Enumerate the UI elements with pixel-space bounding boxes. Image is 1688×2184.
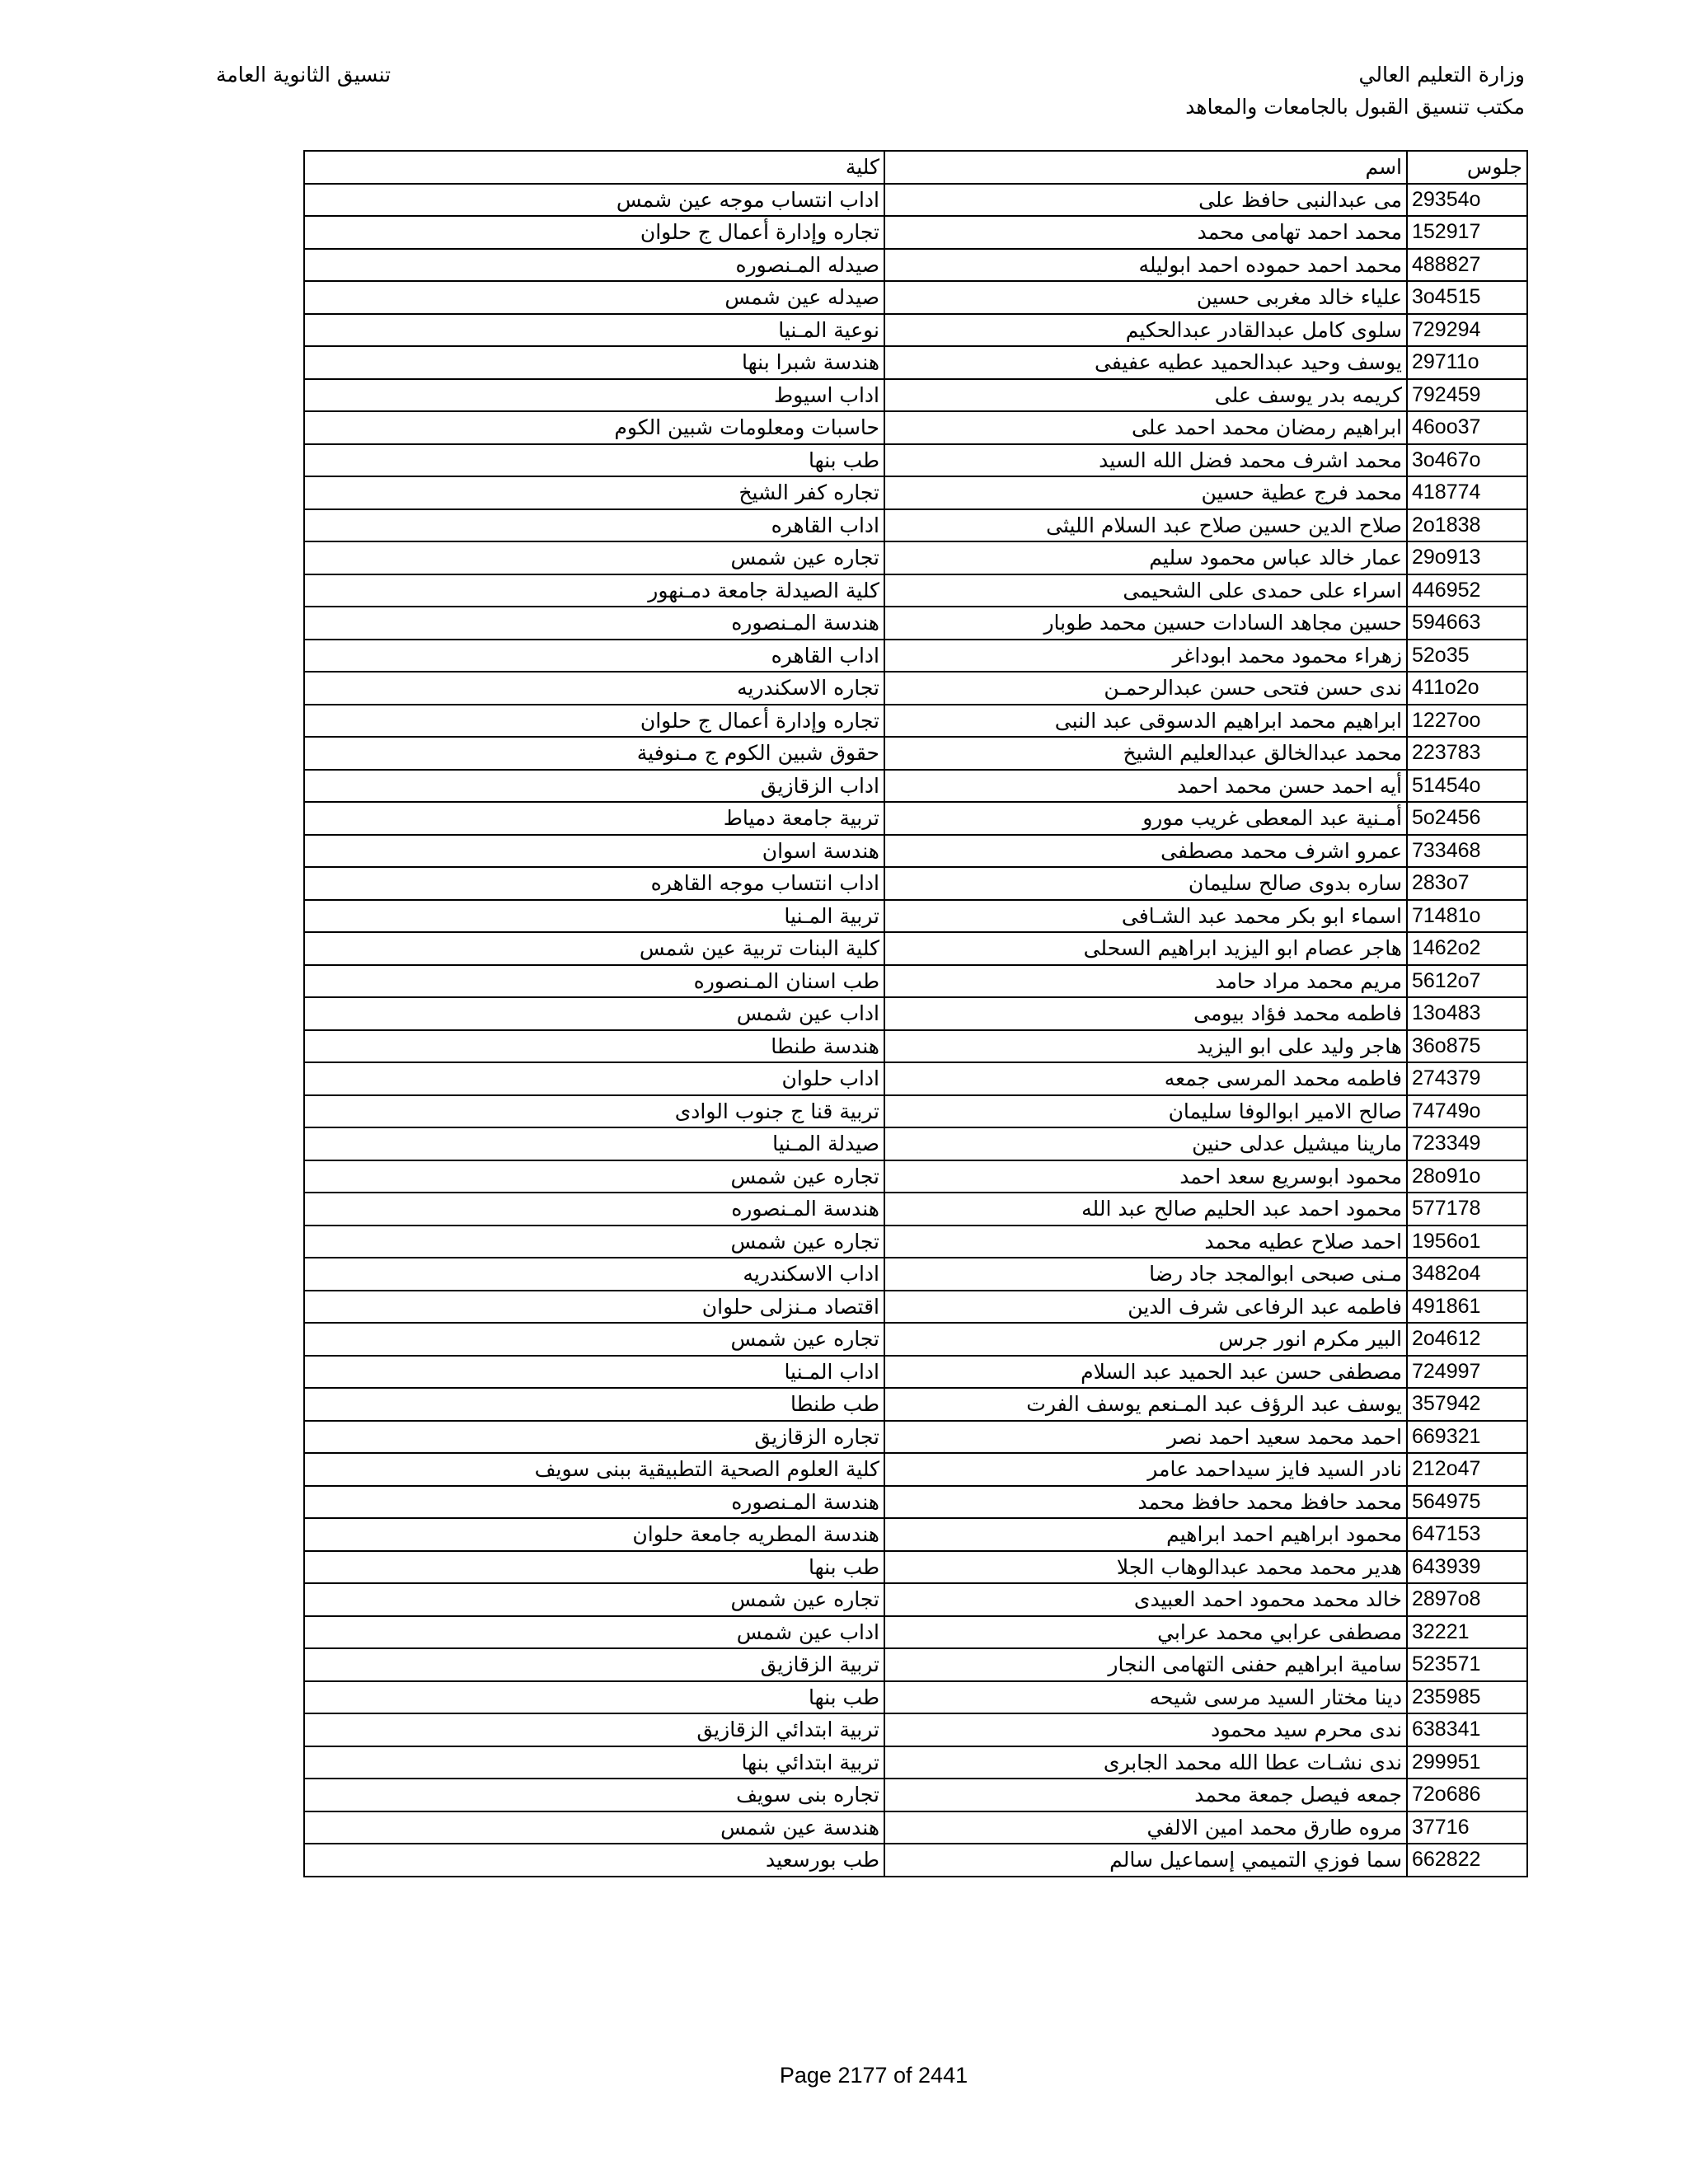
- seat-cell: 2897o8: [1407, 1583, 1527, 1616]
- table-row: [304, 1258, 1527, 1291]
- name-cell: هاجر عصام ابو اليزيد ابراهيم السحلى: [884, 932, 1407, 965]
- seat-cell: 5612o7: [1407, 965, 1527, 998]
- table-row: [304, 1226, 1527, 1258]
- faculty-cell: اداب حلوان: [304, 1062, 884, 1095]
- name-cell: ابراهيم محمد ابراهيم الدسوقى عبد النبى: [884, 705, 1407, 738]
- name-cell: زهراء محمود محمد ابوداغر: [884, 640, 1407, 673]
- name-cell: صلاح الدين حسين صلاح عبد السلام الليثى: [884, 509, 1407, 542]
- name-cell: ساره بدوى صالح سليمان: [884, 867, 1407, 900]
- seat-cell: 37716: [1407, 1811, 1527, 1844]
- seat-cell: 564975: [1407, 1486, 1527, 1519]
- faculty-cell: هندسة المـنصوره: [304, 607, 884, 640]
- table-row: [304, 346, 1527, 379]
- table-row: [304, 932, 1527, 965]
- seat-cell: 223783: [1407, 737, 1527, 770]
- faculty-cell: طب اسنان المـنصوره: [304, 965, 884, 998]
- seat-cell: 733468: [1407, 835, 1527, 868]
- seat-cell: 3482o4: [1407, 1258, 1527, 1291]
- table-row: [304, 216, 1527, 249]
- table-body: [304, 184, 1527, 1877]
- name-cell: علياء خالد مغربى حسين: [884, 281, 1407, 314]
- name-cell: كريمه بدر يوسف على: [884, 379, 1407, 412]
- table-row: [304, 1583, 1527, 1616]
- table-row: [304, 444, 1527, 477]
- seat-cell: 2o4612: [1407, 1323, 1527, 1356]
- faculty-cell: اداب المـنيا: [304, 1356, 884, 1389]
- table-row: [304, 1746, 1527, 1779]
- name-cell: مى عبدالنبى حافظ على: [884, 184, 1407, 217]
- seat-cell: 662822: [1407, 1844, 1527, 1877]
- seat-cell: 29711o: [1407, 346, 1527, 379]
- faculty-cell: تربية المـنيا: [304, 900, 884, 933]
- faculty-cell: هندسة المـنصوره: [304, 1193, 884, 1226]
- seat-cell: 643939: [1407, 1551, 1527, 1584]
- seat-cell: 72o686: [1407, 1779, 1527, 1811]
- table-row: [304, 411, 1527, 444]
- name-cell: نادر السيد فايز سيداحمد عامر: [884, 1453, 1407, 1486]
- name-cell: يوسف وحيد عبدالحميد عطيه عفيفى: [884, 346, 1407, 379]
- seat-cell: 411o2o: [1407, 672, 1527, 705]
- faculty-cell: صيدلة المـنيا: [304, 1127, 884, 1160]
- table-row: [304, 607, 1527, 640]
- table-row: [304, 1127, 1527, 1160]
- name-cell: حسين مجاهد السادات حسين محمد طوبار: [884, 607, 1407, 640]
- table-row: [304, 574, 1527, 607]
- seat-cell: 577178: [1407, 1193, 1527, 1226]
- name-cell: محمد احمد حموده احمد ابوليله: [884, 249, 1407, 282]
- name-cell: مروه طارق محمد امين الالفي: [884, 1811, 1407, 1844]
- table-row: [304, 1681, 1527, 1714]
- seat-cell: 152917: [1407, 216, 1527, 249]
- faculty-cell: طب بنها: [304, 1681, 884, 1714]
- seat-cell: 729294: [1407, 314, 1527, 347]
- name-cell: سلوى كامل عبدالقادر عبدالحكيم: [884, 314, 1407, 347]
- faculty-cell: تربية قنا ج جنوب الوادى: [304, 1095, 884, 1128]
- coordination-title: تنسيق الثانوية العامة: [216, 63, 392, 87]
- name-cell: البير مكرم انور جرس: [884, 1323, 1407, 1356]
- seat-cell: 299951: [1407, 1746, 1527, 1779]
- name-cell: ندى محرم سيد محمود: [884, 1713, 1407, 1746]
- faculty-cell: تجاره كفر الشيخ: [304, 476, 884, 509]
- name-cell: فاطمه عبد الرفاعى شرف الدين: [884, 1291, 1407, 1324]
- table-row: [304, 476, 1527, 509]
- name-cell: محمود ابوسريع سعد احمد: [884, 1160, 1407, 1193]
- faculty-cell: تربية جامعة دمياط: [304, 802, 884, 835]
- name-cell: اسماء ابو بكر محمد عبد الشـافى: [884, 900, 1407, 933]
- faculty-cell: اداب انتساب موجه عين شمس: [304, 184, 884, 217]
- seat-cell: 74749o: [1407, 1095, 1527, 1128]
- seat-cell: 235985: [1407, 1681, 1527, 1714]
- faculty-cell: طب طنطا: [304, 1388, 884, 1421]
- table-row: [304, 541, 1527, 574]
- faculty-cell: تجاره عين شمس: [304, 1226, 884, 1258]
- table-row: [304, 1713, 1527, 1746]
- faculty-cell: تجاره عين شمس: [304, 1323, 884, 1356]
- seat-cell: 669321: [1407, 1421, 1527, 1454]
- seat-cell: 418774: [1407, 476, 1527, 509]
- seat-cell: 1956o1: [1407, 1226, 1527, 1258]
- name-cell: محمد فرج عطية حسين: [884, 476, 1407, 509]
- faculty-cell: تجاره وإدارة أعمال ج حلوان: [304, 705, 884, 738]
- results-table: [303, 150, 1528, 1877]
- table-row: [304, 1291, 1527, 1324]
- faculty-cell: اداب القاهره: [304, 640, 884, 673]
- name-cell: مـنى صبحى ابوالمجد جاد رضا: [884, 1258, 1407, 1291]
- seat-cell: 71481o: [1407, 900, 1527, 933]
- faculty-cell: اقتصاد مـنزلى حلوان: [304, 1291, 884, 1324]
- name-cell: يوسف عبد الرؤف عبد المـنعم يوسف الفرت: [884, 1388, 1407, 1421]
- table-row: [304, 672, 1527, 705]
- table-row: [304, 1518, 1527, 1551]
- faculty-cell: تجاره بنى سويف: [304, 1779, 884, 1811]
- name-cell: دينا مختار السيد مرسى شيحه: [884, 1681, 1407, 1714]
- faculty-cell: هندسة اسوان: [304, 835, 884, 868]
- name-cell: محمد عبدالخالق عبدالعليم الشيخ: [884, 737, 1407, 770]
- faculty-cell: تجاره الاسكندريه: [304, 672, 884, 705]
- seat-cell: 647153: [1407, 1518, 1527, 1551]
- name-cell: محمد حافظ محمد حافظ محمد: [884, 1486, 1407, 1519]
- table-row: [304, 705, 1527, 738]
- faculty-cell: طب بنها: [304, 444, 884, 477]
- office-title: مكتب تنسيق القبول بالجامعات والمعاهد: [1185, 95, 1525, 119]
- name-cell: أيه احمد حسن محمد احمد: [884, 770, 1407, 803]
- name-cell: ندى نشـات عطا الله محمد الجابرى: [884, 1746, 1407, 1779]
- faculty-cell: طب بنها: [304, 1551, 884, 1584]
- page-number: Page 2177 of 2441: [779, 2063, 968, 2088]
- table-row: [304, 184, 1527, 217]
- name-cell: ابراهيم رمضان محمد احمد على: [884, 411, 1407, 444]
- table-row: [304, 1811, 1527, 1844]
- seat-cell: 446952: [1407, 574, 1527, 607]
- name-cell: محمد احمد تهامى محمد: [884, 216, 1407, 249]
- ministry-title: وزارة التعليم العالي: [1358, 63, 1525, 87]
- name-cell: صالح الامير ابوالوفا سليمان: [884, 1095, 1407, 1128]
- seat-cell: 1462o2: [1407, 932, 1527, 965]
- faculty-cell: اداب عين شمس: [304, 1616, 884, 1649]
- seat-cell: 46oo37: [1407, 411, 1527, 444]
- seat-cell: 36o875: [1407, 1030, 1527, 1063]
- faculty-cell: تجاره وإدارة أعمال ج حلوان: [304, 216, 884, 249]
- seat-cell: 3o4515: [1407, 281, 1527, 314]
- faculty-cell: تجاره الزقازيق: [304, 1421, 884, 1454]
- faculty-cell: اداب عين شمس: [304, 997, 884, 1030]
- faculty-cell: تجاره عين شمس: [304, 1160, 884, 1193]
- name-cell: مريم محمد مراد حامد: [884, 965, 1407, 998]
- table-row: [304, 1551, 1527, 1584]
- name-cell: فاطمه محمد المرسى جمعه: [884, 1062, 1407, 1095]
- seat-cell: 32221: [1407, 1616, 1527, 1649]
- faculty-cell: هندسة عين شمس: [304, 1811, 884, 1844]
- faculty-cell: هندسة شبرا بنها: [304, 346, 884, 379]
- table-row: [304, 314, 1527, 347]
- seat-cell: 2o1838: [1407, 509, 1527, 542]
- table-row: [304, 1779, 1527, 1811]
- table-row: [304, 281, 1527, 314]
- faculty-cell: تجاره عين شمس: [304, 541, 884, 574]
- table-row: [304, 737, 1527, 770]
- table-row: [304, 1453, 1527, 1486]
- table-row: [304, 1616, 1527, 1649]
- table-row: [304, 835, 1527, 868]
- seat-cell: 488827: [1407, 249, 1527, 282]
- faculty-cell: هندسة المطريه جامعة حلوان: [304, 1518, 884, 1551]
- seat-cell: 28o91o: [1407, 1160, 1527, 1193]
- seat-cell: 29354o: [1407, 184, 1527, 217]
- name-cell: خالد محمد محمود احمد العبيدى: [884, 1583, 1407, 1616]
- faculty-cell: هندسة طنطا: [304, 1030, 884, 1063]
- seat-cell: 1227oo: [1407, 705, 1527, 738]
- name-cell: ندى حسن فتحى حسن عبدالرحمـن: [884, 672, 1407, 705]
- name-cell: اسراء على حمدى على الشحيمى: [884, 574, 1407, 607]
- faculty-cell: نوعية المـنيا: [304, 314, 884, 347]
- seat-cell: 274379: [1407, 1062, 1527, 1095]
- table-row: [304, 802, 1527, 835]
- table-row: [304, 1062, 1527, 1095]
- seat-cell: 594663: [1407, 607, 1527, 640]
- table-row: [304, 1844, 1527, 1877]
- faculty-cell: تجاره عين شمس: [304, 1583, 884, 1616]
- table-row: [304, 379, 1527, 412]
- faculty-cell: تربية ابتدائي الزقازيق: [304, 1713, 884, 1746]
- name-cell: احمد محمد سعيد احمد نصر: [884, 1421, 1407, 1454]
- column-header-faculty: كلية: [304, 151, 884, 184]
- name-cell: محمود احمد عبد الحليم صالح عبد الله: [884, 1193, 1407, 1226]
- seat-cell: 13o483: [1407, 997, 1527, 1030]
- table-row: [304, 1030, 1527, 1063]
- faculty-cell: اداب اسيوط: [304, 379, 884, 412]
- name-cell: جمعه فيصل جمعة محمد: [884, 1779, 1407, 1811]
- faculty-cell: كلية العلوم الصحية التطبيقية ببنى سويف: [304, 1453, 884, 1486]
- seat-cell: 357942: [1407, 1388, 1527, 1421]
- seat-cell: 283o7: [1407, 867, 1527, 900]
- table-row: [304, 1323, 1527, 1356]
- column-header-seat: جلوس: [1407, 151, 1527, 184]
- faculty-cell: صيدله عين شمس: [304, 281, 884, 314]
- faculty-cell: تربية الزقازيق: [304, 1648, 884, 1681]
- table-row: [304, 1421, 1527, 1454]
- table-row: [304, 965, 1527, 998]
- table-row: [304, 509, 1527, 542]
- faculty-cell: حاسبات ومعلومات شبين الكوم: [304, 411, 884, 444]
- table-row: [304, 1095, 1527, 1128]
- name-cell: مصطفى عرابي محمد عرابي: [884, 1616, 1407, 1649]
- table-row: [304, 1193, 1527, 1226]
- faculty-cell: كلية الصيدلة جامعة دمـنهور: [304, 574, 884, 607]
- name-cell: محمد اشرف محمد فضل الله السيد: [884, 444, 1407, 477]
- seat-cell: 52o35: [1407, 640, 1527, 673]
- table-row: [304, 770, 1527, 803]
- table-row: [304, 1388, 1527, 1421]
- name-cell: هدير محمد محمد عبدالوهاب الجلا: [884, 1551, 1407, 1584]
- name-cell: عمرو اشرف محمد مصطفى: [884, 835, 1407, 868]
- table-row: [304, 640, 1527, 673]
- table-row: [304, 1486, 1527, 1519]
- name-cell: احمد صلاح عطيه محمد: [884, 1226, 1407, 1258]
- table-row: [304, 867, 1527, 900]
- seat-cell: 638341: [1407, 1713, 1527, 1746]
- seat-cell: 51454o: [1407, 770, 1527, 803]
- seat-cell: 212o47: [1407, 1453, 1527, 1486]
- seat-cell: 491861: [1407, 1291, 1527, 1324]
- seat-cell: 29o913: [1407, 541, 1527, 574]
- faculty-cell: كلية البنات تربية عين شمس: [304, 932, 884, 965]
- name-cell: فاطمه محمد فؤاد بيومى: [884, 997, 1407, 1030]
- table-row: [304, 1160, 1527, 1193]
- seat-cell: 3o467o: [1407, 444, 1527, 477]
- seat-cell: 724997: [1407, 1356, 1527, 1389]
- faculty-cell: هندسة المـنصوره: [304, 1486, 884, 1519]
- name-cell: سامية ابراهيم حفنى التهامى النجار: [884, 1648, 1407, 1681]
- faculty-cell: تربية ابتدائي بنها: [304, 1746, 884, 1779]
- faculty-cell: اداب الاسكندريه: [304, 1258, 884, 1291]
- name-cell: عمار خالد عباس محمود سليم: [884, 541, 1407, 574]
- seat-cell: 523571: [1407, 1648, 1527, 1681]
- table-row: [304, 997, 1527, 1030]
- faculty-cell: اداب الزقازيق: [304, 770, 884, 803]
- faculty-cell: طب بورسعيد: [304, 1844, 884, 1877]
- table-row: [304, 249, 1527, 282]
- name-cell: هاجر وليد على ابو اليزيد: [884, 1030, 1407, 1063]
- table-row: [304, 1648, 1527, 1681]
- seat-cell: 723349: [1407, 1127, 1527, 1160]
- column-header-name: اسم: [884, 151, 1407, 184]
- table-row: [304, 900, 1527, 933]
- seat-cell: 792459: [1407, 379, 1527, 412]
- faculty-cell: صيدله المـنصوره: [304, 249, 884, 282]
- name-cell: مارينا ميشيل عدلى حنين: [884, 1127, 1407, 1160]
- name-cell: محمود ابراهيم احمد ابراهيم: [884, 1518, 1407, 1551]
- faculty-cell: حقوق شبين الكوم ج مـنوفية: [304, 737, 884, 770]
- table-row: [304, 1356, 1527, 1389]
- faculty-cell: اداب القاهره: [304, 509, 884, 542]
- table-header-row: [304, 151, 1527, 184]
- name-cell: أمـنية عبد المعطى غريب مورو: [884, 802, 1407, 835]
- seat-cell: 5o2456: [1407, 802, 1527, 835]
- name-cell: سما فوزي التميمي إسماعيل سالم: [884, 1844, 1407, 1877]
- faculty-cell: اداب انتساب موجه القاهره: [304, 867, 884, 900]
- name-cell: مصطفى حسن عبد الحميد عبد السلام: [884, 1356, 1407, 1389]
